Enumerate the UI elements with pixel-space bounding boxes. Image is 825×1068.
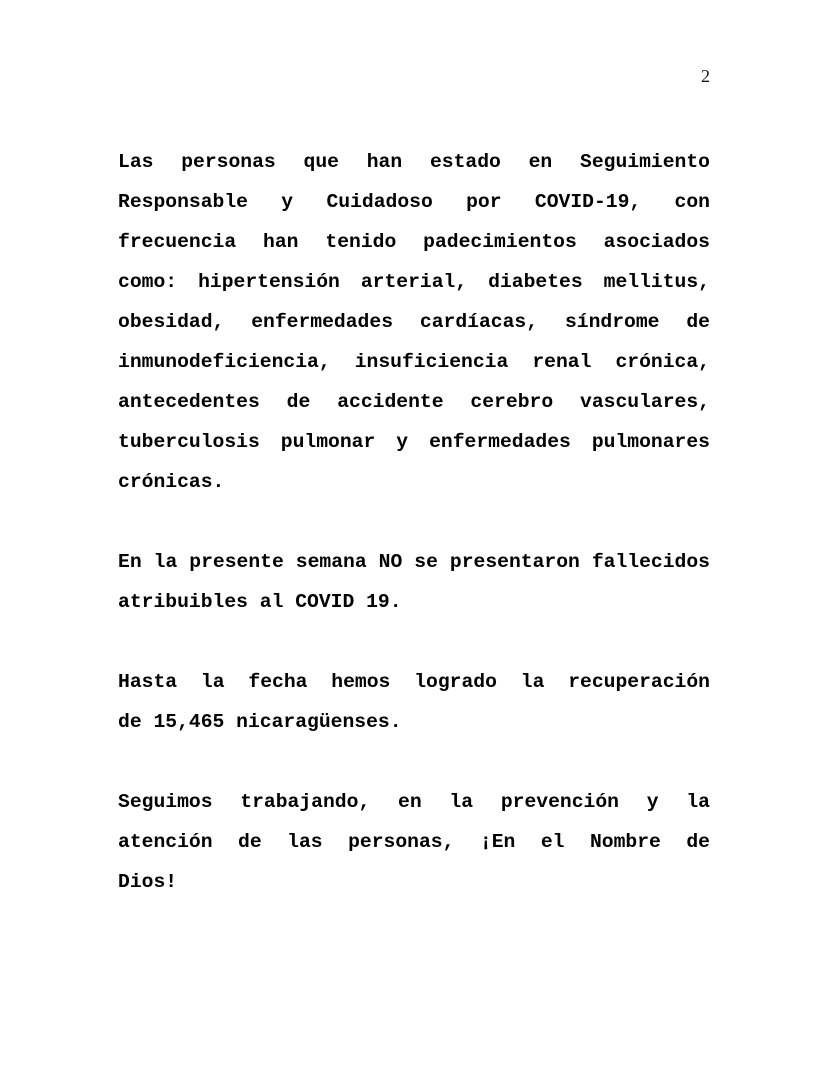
paragraph-no-deaths	[118, 542, 710, 622]
page-number: 2	[701, 66, 710, 86]
text-line: crónicas.	[118, 471, 225, 493]
paragraph-comorbidities	[118, 142, 710, 502]
text-line: de 15,465 nicaragüenses.	[118, 711, 402, 733]
text-line: antecedentes de accidente cerebro vasculares,	[118, 391, 710, 413]
text-line: obesidad, enfermedades cardíacas, síndrome de	[118, 311, 710, 333]
text-line: como: hipertensión arterial, diabetes mellitus,	[118, 271, 710, 293]
text-line: tuberculosis pulmonar y enfermedades pulmonares	[118, 431, 710, 453]
text-line: atención de las personas, ¡En el Nombre de	[118, 831, 710, 853]
text-line: frecuencia han tenido padecimientos asociados	[118, 231, 710, 253]
text-line: inmunodeficiencia, insuficiencia renal crónica,	[118, 351, 710, 373]
text-line: Seguimos trabajando, en la prevención y la	[118, 791, 710, 813]
text-line: Hasta la fecha hemos logrado la recuperación	[118, 671, 710, 693]
text-line: atribuibles al COVID 19.	[118, 591, 402, 613]
text-line: Las personas que han estado en Seguimiento	[118, 151, 710, 173]
text-line: Responsable y Cuidadoso por COVID-19, con	[118, 191, 710, 213]
paragraph-recoveries	[118, 662, 710, 742]
text-line: En la presente semana NO se presentaron fallecidos	[118, 551, 710, 573]
document-body	[118, 142, 710, 942]
paragraph-closing	[118, 782, 710, 902]
text-line: Dios!	[118, 871, 178, 893]
